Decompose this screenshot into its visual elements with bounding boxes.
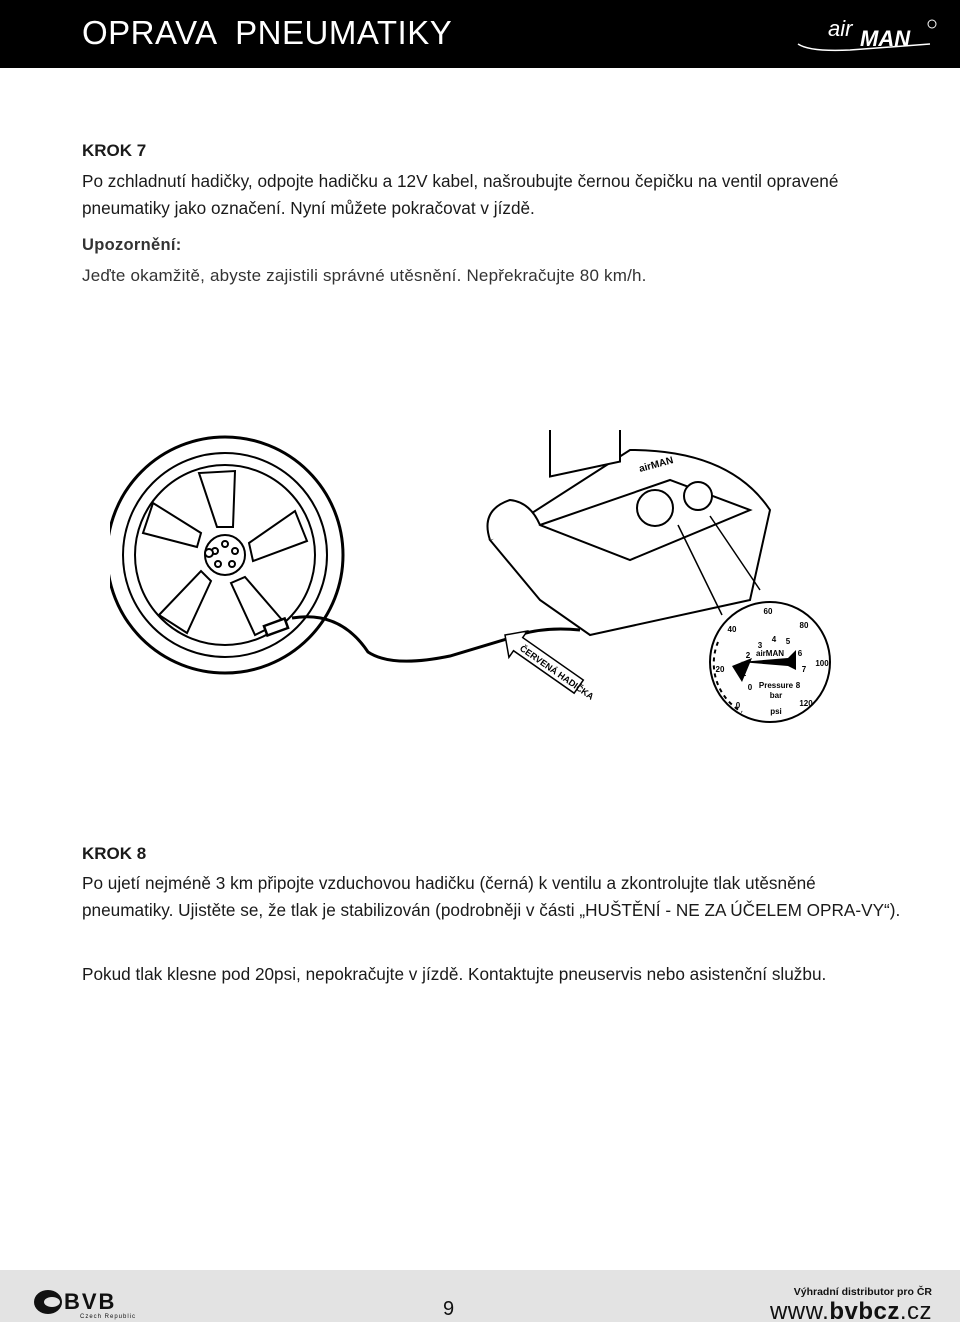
logo-man-text: MAN xyxy=(860,26,911,51)
psi-tick-40: 40 xyxy=(727,625,737,634)
page-number: 9 xyxy=(443,1298,455,1320)
device-logo: airMAN xyxy=(637,455,675,475)
bar-tick-1: 1 xyxy=(741,669,747,678)
website-prefix: www. xyxy=(769,1298,830,1325)
gauge-bar-label: bar xyxy=(769,691,783,700)
bar-tick-7: 7 xyxy=(801,665,807,674)
page-title: OPRAVA PNEUMATIKY xyxy=(82,14,453,51)
bar-tick-0: 0 xyxy=(747,683,753,692)
logo-air-text: air xyxy=(828,16,853,41)
gauge-brand: airMAN xyxy=(755,649,785,658)
bvb-brand: BVB xyxy=(64,1289,117,1314)
bar-tick-8: 8 xyxy=(795,681,801,690)
psi-tick-100: 100 xyxy=(815,659,829,668)
wheel-drawing xyxy=(110,437,343,673)
website-suffix: .cz xyxy=(899,1298,932,1325)
bar-tick-2: 2 xyxy=(745,651,751,660)
distributor-label: Výhradní distributor pro ČR xyxy=(793,1286,932,1298)
page-header xyxy=(0,0,960,68)
step7-text: Po zchladnutí hadičky, odpojte hadičku a 12V kabel, našroubujte černou čepičku na ventil opravené pneumatiky jako označení. Nyní můžete pokračovat v jízdě. xyxy=(82,171,839,218)
step7-heading: KROK 7 xyxy=(82,141,147,160)
repair-illustration xyxy=(110,430,850,750)
pressure-gauge xyxy=(710,602,830,722)
psi-tick-20: 20 xyxy=(715,665,725,674)
step7-note-heading: Upozornění: xyxy=(82,236,182,254)
bvb-sub: Czech Republic xyxy=(80,1314,137,1320)
bar-tick-3: 3 xyxy=(757,641,763,650)
airman-logo xyxy=(790,6,940,62)
step8-text: Po ujetí nejméně 3 km připojte vzduchovou hadičku (černá) k ventilu a zkontrolujte tlak utěsněné pneumatiky. Ujistěte se, že tlak je stabilizován (podrobněji v části „HUŠTĚNÍ - NE ZA ÚČELEM OPRA-VY“). xyxy=(82,873,901,920)
step8-text2: Pokud tlak klesne pod 20psi, nepokračujte v jízdě. Kontaktujte pneuservis nebo asistenční službu. xyxy=(82,964,827,984)
psi-tick-60: 60 xyxy=(763,607,773,616)
gauge-pressure-label: Pressure xyxy=(758,681,794,690)
red-hose-arrow xyxy=(496,622,603,710)
psi-tick-80: 80 xyxy=(799,621,809,630)
gauge-psi-label: psi xyxy=(770,707,782,716)
website-bold: bvbcz xyxy=(829,1298,900,1325)
psi-tick-0: 0 xyxy=(735,701,741,710)
step7-note-text: Jeďte okamžitě, abyste zajistili správné utěsnění. Nepřekračujte 80 km/h. xyxy=(82,266,647,285)
step8-heading: KROK 8 xyxy=(82,844,147,863)
bar-tick-6: 6 xyxy=(797,649,803,658)
arrow-label: ČERVENÁ HADIČKA xyxy=(517,643,596,702)
compressor-drawing xyxy=(488,430,771,635)
bar-tick-4: 4 xyxy=(771,635,777,644)
bar-tick-5: 5 xyxy=(785,637,791,646)
bvb-logo xyxy=(30,1282,150,1320)
psi-tick-120: 120 xyxy=(799,699,813,708)
